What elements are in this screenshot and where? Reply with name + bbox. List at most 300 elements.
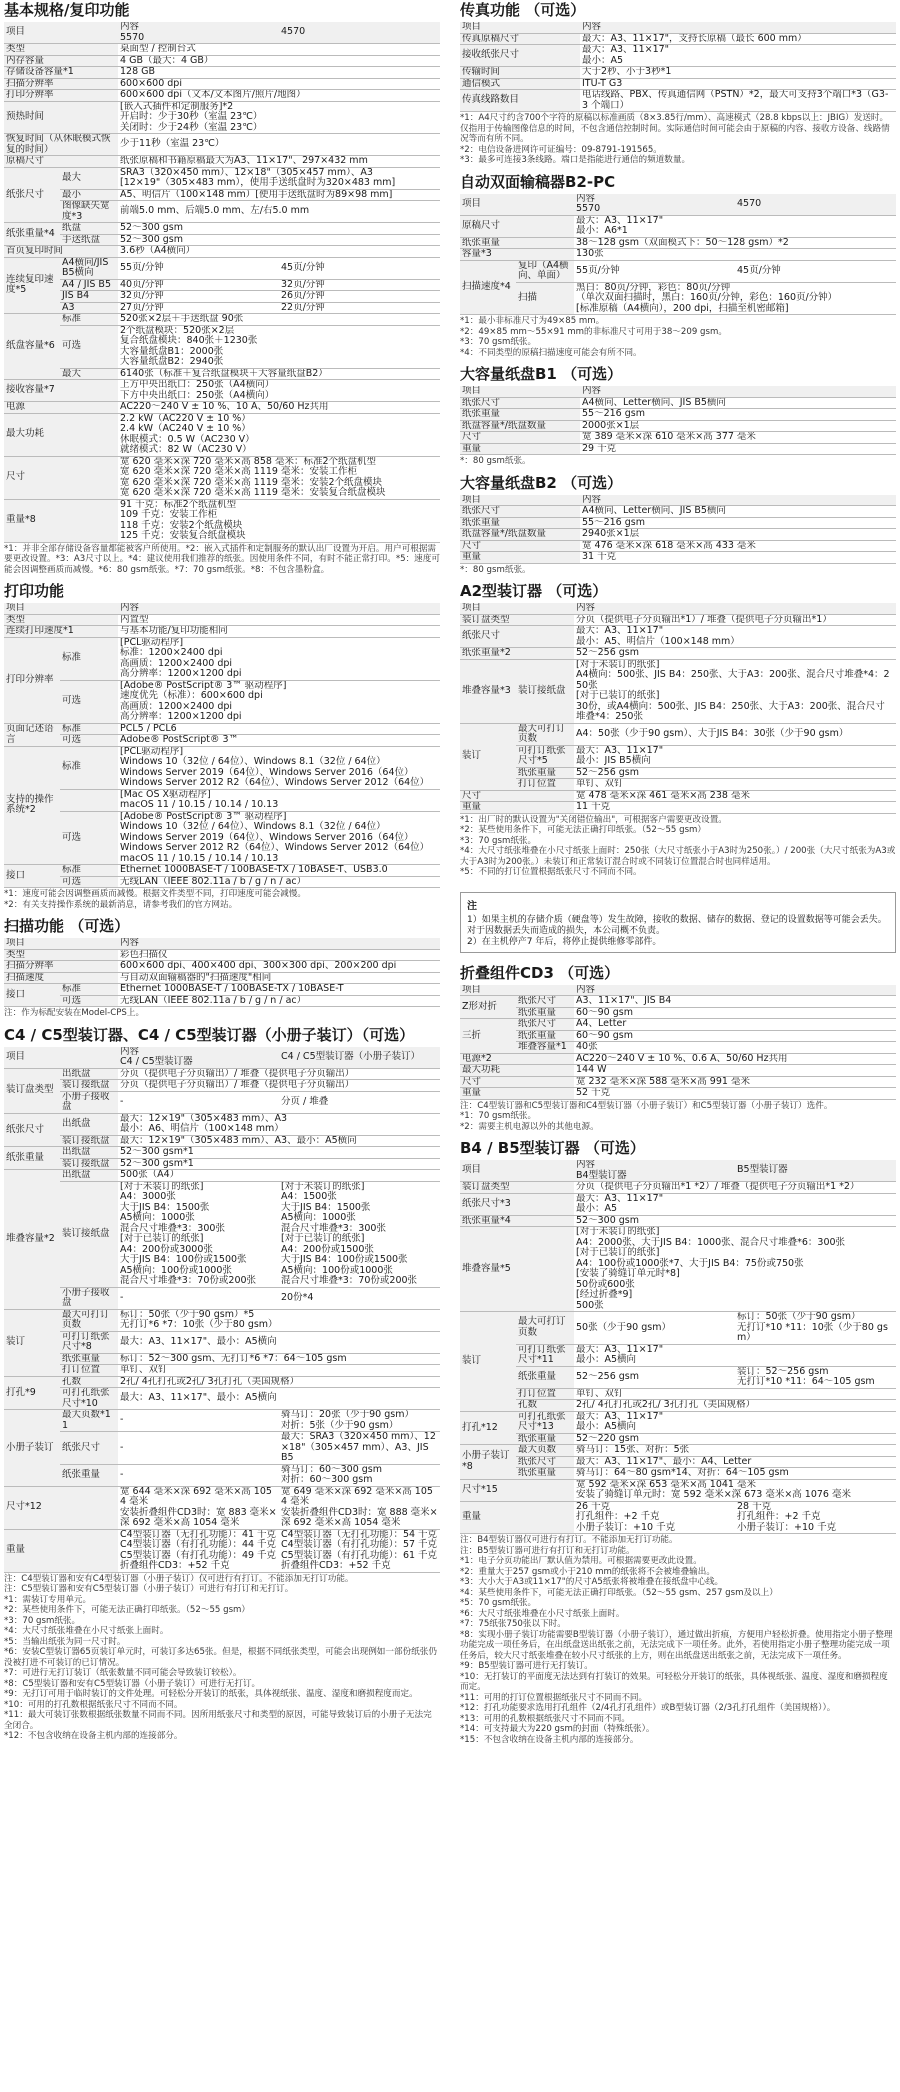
- spec-label-cell: 纸张重量: [516, 1366, 574, 1388]
- spec-label-cell: 接口: [4, 984, 60, 1007]
- spec-value-cell: A4横向、Letter横向、JIS B5横向: [580, 506, 896, 518]
- table-row: [460, 1366, 896, 1388]
- spec-label-cell: 类型: [4, 949, 118, 961]
- table-row: [4, 189, 440, 201]
- spec-value-cell: [Adobe® PostScript® 3™ 驱动程序] Windows 10（32位 / 64位）、Windows 8.1（32位 / 64位） Windows Server 2019（64位）、Windows Server 2016（64位） Windows Server 2012 R2（64位）、Windows Server 2012（64位） macOS 11 / 10.15 / 10.14 / 10.13: [118, 811, 440, 865]
- spec-label-cell: 纸张重量: [516, 1468, 574, 1480]
- spec-label-cell: 接收容量*7: [4, 380, 118, 402]
- section-title: 大容量纸盘B1 （可选）: [460, 365, 623, 383]
- right-spec-section-6: [460, 963, 896, 1133]
- section-footnotes: *1：出厂时的默认设置为"关闭错位输出"，可根据客户需要更改设置。 *2：某些使用条件下，可能无法正确打印纸张。（52～55 gsm） *3：70 gsm纸张。 *4：大尺寸纸张堆叠在小尺寸纸张上面时：250张（大尺寸纸张小于A3时为250张。）/ 200张（大尺寸纸张为A3或大于A3时为200张。）未装订和正常装订混合时或不同装订位置混合时也同样适用。 *5：不同的打订位置根据纸张尺寸不同而不同。: [460, 814, 896, 877]
- spec-label-cell: 可打订纸张尺寸*5: [516, 745, 574, 767]
- spec-label-cell: 尺寸: [460, 1076, 574, 1088]
- spec-value-cell: 单钉、双钉: [574, 779, 896, 791]
- spec-value-cell: Ethernet 1000BASE-T / 100BASE-TX / 10BASE-T、USB3.0: [118, 865, 440, 877]
- spec-value-cell: B5型装订器: [735, 1160, 896, 1182]
- spec-value-cell: 最大：A3、11×17" 最小：A5横向: [574, 1411, 896, 1433]
- spec-label-cell: 尺寸: [460, 432, 580, 444]
- table-row: [4, 1376, 440, 1388]
- right-spec-section-1: [460, 172, 896, 359]
- table-row: [460, 432, 896, 444]
- spec-table: [460, 495, 896, 564]
- spec-value-cell: 55页/分钟: [118, 257, 279, 279]
- table-row: [4, 614, 440, 626]
- spec-label-cell: 接口: [4, 865, 60, 888]
- table-row: [4, 201, 440, 223]
- spec-value-cell: [PCL驱动程序] Windows 10（32位 / 64位）、Windows 8.1（32位 / 64位） Windows Server 2019（64位）、Windows Server 2016（64位） Windows Server 2012 R2（64位）、Windows Server 2012（64位）: [118, 746, 440, 789]
- spec-label-cell: 可选: [60, 876, 118, 888]
- spec-label-cell: 标准: [60, 746, 118, 789]
- spec-value-cell: 最大：A3、11×17"、最小：A5横向: [118, 1331, 440, 1353]
- spec-value-cell: 宽 232 毫米×深 588 毫米×高 991 毫米: [574, 1076, 896, 1088]
- table-row: [460, 1053, 896, 1065]
- left-spec-section-3: [4, 1025, 440, 1742]
- spec-value-cell: 分页（提供电子分页输出*1 *2）/ 堆叠（提供电子分页输出*1 *2）: [574, 1182, 896, 1194]
- spec-value-cell: PCL5 / PCL6: [118, 723, 440, 735]
- table-row: [4, 723, 440, 735]
- spec-value-cell: Adobe® PostScript® 3™: [118, 735, 440, 747]
- spec-value-cell: [嵌入式插件和定制服务]*2 开启时：少于30秒（室温 23℃） 关闭时：少于24秒（室温 23℃）: [118, 101, 440, 134]
- section-title: 自动双面输稿器B2-PC: [460, 172, 616, 191]
- table-row: [460, 1344, 896, 1366]
- spec-value-cell: 55～216 gsm: [580, 517, 896, 529]
- spec-label-cell: 纸张尺寸: [460, 626, 574, 648]
- table-row: [460, 790, 896, 802]
- spec-label-cell: 恢复时间（从休眠模式恢复的时间）: [4, 134, 118, 156]
- spec-value-cell: 骑马订：64～80 gsm*14、对折：64～105 gsm: [574, 1468, 896, 1480]
- spec-value-cell: 与自动双面输稿器的"扫描速度"相同: [118, 972, 440, 984]
- table-row: [460, 1400, 896, 1412]
- spec-value-cell: 60～90 gsm: [574, 1030, 896, 1042]
- spec-value-cell: 2000张×1层: [580, 420, 896, 432]
- spec-label-cell: 三折: [460, 1019, 516, 1054]
- spec-value-cell: [对于未装订的纸张] A4：2000张、大于JIS B4：1000张、混合尺寸堆叠*6：300张 [对于已装订的纸张] A4：100份或1000张*7、大于JIS B4：75份或750张 [安装了骑缝订单元时*8] 50份或600张 [经过折叠*9] 500张: [574, 1227, 896, 1312]
- spec-label-cell: 小册子装订*8: [460, 1445, 516, 1480]
- table-row: [4, 167, 440, 189]
- spec-value-cell: 最大：12×19"（305×483 mm）、A3 最小：A6、明信片（100×148 mm）: [118, 1113, 440, 1135]
- spec-label-cell: 重量: [460, 443, 580, 455]
- spec-table: [4, 22, 440, 543]
- spec-value-cell: -: [118, 1432, 279, 1465]
- spec-value-cell: 52～300 gsm: [118, 234, 440, 246]
- table-row: [460, 626, 896, 648]
- table-row: [460, 648, 896, 660]
- table-row: [460, 409, 896, 421]
- spec-value-cell: [对于未装订的纸张] A4：1500张 大于JIS B4：1500张 A5横向：1000张 混合尺寸堆叠*3：300张 [对于已装订的纸张] A4：200份或1500张 大于JIS B4：100份或1500张 A5横向：100份或1000张 混合尺寸堆叠*3：70份或200张: [279, 1181, 440, 1287]
- spec-label-cell: 页面记述语言: [4, 723, 60, 746]
- spec-label-cell: 装订接纸盘: [516, 659, 574, 723]
- table-row: [460, 249, 896, 261]
- spec-label-cell: 原稿尺寸: [460, 215, 574, 237]
- spec-table: [460, 386, 896, 455]
- spec-label-cell: 可选: [60, 811, 118, 865]
- spec-value-cell: 32页/分钟: [118, 291, 279, 303]
- spec-value-cell: 4570: [279, 22, 440, 44]
- spec-label-cell: 纸张重量: [60, 1464, 118, 1486]
- table-row: [460, 779, 896, 791]
- spec-value-cell: 4 GB（最大：4 GB）: [118, 55, 440, 67]
- spec-value-cell: 内置型: [118, 614, 440, 626]
- table-row: [4, 380, 440, 402]
- spec-value-cell: 3.6秒（A4横向）: [118, 246, 440, 258]
- spec-label-cell: 重量: [460, 802, 574, 814]
- spec-label-cell: 可打孔纸张尺寸*10: [60, 1388, 118, 1410]
- spec-value-cell: -: [118, 1410, 279, 1432]
- table-row: [460, 1030, 896, 1042]
- spec-value-cell: 内容 C4 / C5型装订器: [118, 1047, 279, 1069]
- spec-label-cell: 图像缺失宽度*3: [60, 201, 118, 223]
- spec-value-cell: 40张: [574, 1042, 896, 1054]
- spec-label-cell: 小册子接收盘: [60, 1091, 118, 1113]
- table-row: [4, 223, 440, 235]
- spec-value-cell: A4：50张（少于90 gsm）、大于JIS B4：30张（少于90 gsm）: [574, 723, 896, 745]
- spec-label-cell: 小册子接收盘: [60, 1287, 118, 1309]
- left-column: [4, 0, 440, 1748]
- spec-label-cell: 纸张重量: [516, 1007, 574, 1019]
- spec-value-cell: C4 / C5型装订器（小册子装订）: [279, 1047, 440, 1069]
- spec-value-cell: 52～256 gsm: [574, 1366, 735, 1388]
- table-row: [460, 1411, 896, 1433]
- spec-value-cell: 128 GB: [118, 67, 440, 79]
- section-footnotes: *1：速度可能会因调整画质而减慢。根据文件类型不同，打印速度可能会减慢。 *2：有关支持操作系统的最新消息，请参考我们的官方网站。: [4, 889, 306, 910]
- table-row: [4, 1486, 440, 1529]
- spec-label-cell: 扫描: [516, 282, 574, 315]
- spec-value-cell: 600×600 dpi（文本/文本图片/照片/地图）: [118, 90, 440, 102]
- table-row: [4, 1287, 440, 1309]
- table-row: [4, 1432, 440, 1465]
- spec-label-cell: 堆叠容量*3: [460, 659, 516, 723]
- section-footnotes: 注：C4型装订器和C5型装订器和C4型装订器（小册子装订）和C5型装订器（小册子装订）选件。 *1：70 gsm纸张。 *2：需要主机电源以外的其他电源。: [460, 1100, 833, 1132]
- spec-label-cell: 标准: [60, 723, 118, 735]
- right-spec-section-3: [460, 473, 896, 576]
- table-row: [460, 397, 896, 409]
- table-row: [4, 246, 440, 258]
- table-row: [460, 802, 896, 814]
- table-row: [460, 67, 896, 79]
- spec-label-cell: 传真原稿尺寸: [460, 33, 580, 45]
- spec-label-cell: 项目: [4, 1047, 118, 1069]
- table-header-row: [460, 386, 896, 397]
- spec-value-cell: 单钉、双钉: [574, 1388, 896, 1400]
- spec-value-cell: 标订：50张（少于90 gsm）*5 无打订*6 *7：10张（少于80 gsm）: [118, 1309, 440, 1331]
- spec-label-cell: 装订接纸盘: [60, 1181, 118, 1287]
- table-header-row: [460, 194, 896, 216]
- spec-value-cell: 内容: [580, 495, 896, 506]
- spec-label-cell: 手送纸盘: [60, 234, 118, 246]
- table-row: [4, 1068, 440, 1080]
- table-row: [460, 1019, 896, 1031]
- table-row: [460, 33, 896, 45]
- spec-value-cell: 标订：52～300 gsm、无打订*6 *7：64～105 gsm: [118, 1353, 440, 1365]
- spec-label-cell: 装订接纸盘: [60, 1135, 118, 1147]
- table-row: [4, 1529, 440, 1572]
- section-title: 打印功能: [4, 582, 65, 600]
- spec-label-cell: 重量*8: [4, 499, 118, 542]
- spec-label-cell: 类型: [4, 44, 118, 56]
- spec-value-cell: 32页/分钟: [279, 279, 440, 291]
- table-row: [4, 156, 440, 168]
- spec-label-cell: 容量*3: [460, 249, 574, 261]
- spec-value-cell: 27页/分钟: [118, 302, 279, 314]
- spec-label-cell: 纸张重量*4: [460, 1215, 574, 1227]
- spec-label-cell: 预热时间: [4, 101, 118, 134]
- spec-label-cell: 尺寸: [4, 456, 118, 499]
- section-title: B4 / B5型装订器 （可选）: [460, 1139, 645, 1157]
- spec-value-cell: 内容: [580, 22, 896, 33]
- spec-value-cell: 60～90 gsm: [574, 1007, 896, 1019]
- section-title: 大容量纸盘B2 （可选）: [460, 473, 623, 492]
- table-row: [460, 1479, 896, 1501]
- note-box-title: 注: [467, 900, 477, 912]
- spec-label-cell: 纸盘容量*/纸盘数量: [460, 529, 580, 541]
- spec-label-cell: 原稿尺寸: [4, 156, 118, 168]
- table-row: [460, 506, 896, 518]
- table-row: [460, 1193, 896, 1215]
- spec-label-cell: 纸张重量*2: [460, 648, 574, 660]
- table-row: [460, 1445, 896, 1457]
- spec-label-cell: A3: [60, 302, 118, 314]
- table-header-row: [460, 22, 896, 33]
- spec-value-cell: 分页（提供电子分页输出*1）/ 堆叠（提供电子分页输出*1）: [574, 614, 896, 626]
- table-row: [460, 517, 896, 529]
- spec-label-cell: 项目: [460, 194, 574, 216]
- table-row: [460, 1312, 896, 1345]
- spec-value-cell: 52～256 gsm: [574, 648, 896, 660]
- spec-label-cell: 支持的操作系统*2: [4, 746, 60, 865]
- spec-value-cell: 标订：50张（少于90 gsm） 无打订*10 *11：10张（少于80 gsm）: [735, 1312, 896, 1345]
- spec-table: [460, 1160, 896, 1534]
- table-row: [4, 413, 440, 456]
- spec-label-cell: 最大页数: [516, 1445, 574, 1457]
- table-row: [460, 1215, 896, 1227]
- spec-value-cell: 单钉、双钉: [118, 1365, 440, 1377]
- spec-label-cell: 装订盘类型: [4, 1068, 60, 1113]
- table-header-row: [460, 495, 896, 506]
- spec-label-cell: 纸张重量: [460, 409, 580, 421]
- table-row: [460, 215, 896, 237]
- spec-label-cell: Z形对折: [460, 996, 516, 1019]
- spec-label-cell: 扫描分辨率: [4, 961, 118, 973]
- spec-label-cell: 装订接纸盘: [60, 1080, 118, 1092]
- spec-label-cell: 标准: [60, 314, 118, 326]
- table-row: [4, 456, 440, 499]
- spec-value-cell: 内容: [574, 985, 896, 996]
- spec-value-cell: 29 千克: [580, 443, 896, 455]
- table-row: [4, 637, 440, 680]
- spec-value-cell: 55页/分钟: [574, 260, 735, 282]
- table-row: [460, 723, 896, 745]
- table-row: [4, 55, 440, 67]
- table-row: [4, 811, 440, 865]
- spec-label-cell: 纸张重量: [516, 1433, 574, 1445]
- spec-label-cell: 打印分辨率: [4, 637, 60, 723]
- spec-label-cell: 项目: [460, 985, 574, 996]
- spec-label-cell: 纸张重量: [60, 1353, 118, 1365]
- spec-value-cell: 无线LAN（IEEE 802.11a / b / g / n / ac）: [118, 995, 440, 1007]
- table-row: [4, 789, 440, 811]
- table-row: [460, 1227, 896, 1312]
- spec-table: [460, 985, 896, 1100]
- table-row: [4, 626, 440, 638]
- left-spec-section-2: [4, 916, 440, 1019]
- section-footnotes: *1：A4尺寸约含700个字符的原稿以标准画质（8×3.85行/mm）、高速模式（28.8 kbps以上：JBIG）发送时。仅指用于传输图像信息的时间，不包含通信控制时间。实际通信时间可能会由于原稿的内容、接收方设备、线路情况等而有所不同。 *2：电信设备进网许可证编号：09-8791-191565。 *3：最多可连接3条线路。端口是指能进行通信的频道数量。: [460, 113, 890, 165]
- spec-value-cell: 宽 620 毫米×深 720 毫米×高 858 毫米：标准2个纸盘机型 宽 620 毫米×深 720 毫米×高 1119 毫米：安装工作柜 宽 620 毫米×深 720 毫米×高 1119 毫米：安装2个纸盘模块 宽 620 毫米×深 720 毫米×高 1119 毫米：安装复合纸盘模块: [118, 456, 440, 499]
- spec-value-cell: 26 千克 打孔组件：+2 千克 小册子装订：+10 千克: [574, 1501, 735, 1534]
- spec-value-cell: 500张（A4）: [118, 1170, 440, 1182]
- spec-table: [4, 1047, 440, 1573]
- table-row: [460, 1501, 896, 1534]
- spec-label-cell: 可选: [60, 995, 118, 1007]
- table-row: [460, 529, 896, 541]
- table-row: [4, 499, 440, 542]
- spec-label-cell: 尺寸: [460, 790, 574, 802]
- table-row: [4, 1309, 440, 1331]
- spec-label-cell: 标准: [60, 637, 118, 680]
- spec-value-cell: 2个纸盘模块：520张×2层 复合纸盘模块：840张＋1230张 大容量纸盘B1：2000张 大容量纸盘B2：2940张: [118, 325, 440, 368]
- spec-value-cell: 2孔/ 4孔打孔或2孔/ 3孔打孔（美国规格）: [118, 1376, 440, 1388]
- right-spec-section-2: [460, 364, 896, 467]
- table-row: [4, 1464, 440, 1486]
- section-title: 扫描功能 （可选）: [4, 917, 130, 935]
- table-row: [4, 1113, 440, 1135]
- spec-label-cell: 重量: [460, 1088, 574, 1100]
- spec-value-cell: 38～128 gsm（双面模式下：50～128 gsm）*2: [574, 237, 896, 249]
- spec-value-cell: 骑马订：60～300 gsm 对折：60～300 gsm: [279, 1464, 440, 1486]
- spec-value-cell: 45页/分钟: [735, 260, 896, 282]
- section-footnotes: 注：B4型装订器仅可进行有打订。不能添加无打订功能。 注：B5型装订器可进行有打订和无打订功能。 *1：电子分页功能出厂默认值为禁用。可根据需要更改此设置。 *2：重量大于257 gsm或小于210 mm的纸张将不会被堆叠输出。 *3：大小大于A3或11×17"的尺寸A5纸张将被堆叠在接纸盘中心线。 *4：某些使用条件下，可能无法正确打印纸张。（52～55 gsm、257 gsm及以上） *5：70 gsm纸张。 *6：大尺寸纸张堆叠在小尺寸纸张上面时。 *7：75纸张750张以下时。 *8：实现小册子装订功能需要B型装订器（小册子装订），通过做出折痕，方便用户轻松折叠。使用指定小册子整理功能完成一项任务后，在出纸盘送出纸张之前，无法完成下一项任务。此外，若使用指定小册子整理功能完成一项任务后，较大尺寸纸张堆叠在较小尺寸纸张的上方，则在出纸盘送出纸张之前，无法完成下一项任务。 *9：B5型装订器可进行无打装订。 *10：无打装订的平面度无法达到有打装订的效果。可轻松分开装订的纸张，具体视纸张、温度、湿度和磨损程度而定。 *11：可用的打订位置根据纸张尺寸不同而不同。 *12：打孔功能要求选用打孔组件（2/4孔打孔组件）或B型装订器（2/3孔打孔组件（美国规格））。 *13：可用的孔数根据纸张尺寸不同而不同。 *14：可支持最大为220 gsm的封面（特殊纸张）。 *15：不包含收纳在设备主机内部的连接部分。: [460, 1535, 893, 1745]
- spec-label-cell: 连续打印速度*1: [4, 626, 118, 638]
- spec-label-cell: 打印分辨率: [4, 90, 118, 102]
- table-row: [460, 659, 896, 723]
- table-row: [460, 745, 896, 767]
- spec-value-cell: 6140张（标准＋复合纸盘模块＋大容量纸盘B2）: [118, 368, 440, 380]
- table-row: [460, 767, 896, 779]
- spec-value-cell: 最大：A3、11×17" 最小：A6*1: [574, 215, 896, 237]
- table-row: [4, 1091, 440, 1113]
- table-row: [4, 78, 440, 90]
- spec-value-cell: 内容: [118, 603, 440, 614]
- spec-value-cell: A4、Letter: [574, 1019, 896, 1031]
- spec-value-cell: 宽 476 毫米×深 618 毫米×高 433 毫米: [580, 540, 896, 552]
- spec-value-cell: 600×600 dpi: [118, 78, 440, 90]
- spec-value-cell: 黑白：80页/分钟，彩色：80页/分钟 （单次双面扫描时，黑白：160页/分钟，彩色：160页/分钟） [标准原稿（A4横向），200 dpi，扫描至机密邮箱]: [574, 282, 896, 315]
- table-row: [460, 1433, 896, 1445]
- spec-label-cell: 扫描速度: [4, 972, 118, 984]
- table-row: [460, 1007, 896, 1019]
- spec-label-cell: 纸张尺寸*3: [460, 1193, 574, 1215]
- spec-value-cell: 22页/分钟: [279, 302, 440, 314]
- table-row: [4, 1080, 440, 1092]
- spec-value-cell: 宽 389 毫米×深 610 毫米×高 377 毫米: [580, 432, 896, 444]
- spec-label-cell: 最大页数*11: [60, 1410, 118, 1432]
- table-row: [460, 1065, 896, 1077]
- table-row: [460, 282, 896, 315]
- spec-value-cell: 2孔/ 4孔打孔或2孔/ 3孔打孔（美国规格）: [574, 1400, 896, 1412]
- spec-label-cell: 纸张尺寸: [4, 167, 60, 223]
- table-row: [4, 1135, 440, 1147]
- spec-label-cell: 纸张重量: [460, 237, 574, 249]
- table-row: [4, 368, 440, 380]
- section-title: 折叠组件CD3 （可选）: [460, 963, 620, 982]
- table-row: [460, 78, 896, 90]
- spec-value-cell: [对于未装订的纸张] A4：3000张 大于JIS B4：1500张 A5横向：1000张 混合尺寸堆叠*3：300张 [对于已装订的纸张] A4：200份或3000张 大于JIS B4：100份或1500张 A5横向：100份或1000张 混合尺寸堆叠*3：70份或200张: [118, 1181, 279, 1287]
- spec-label-cell: 最大可打订页数: [516, 723, 574, 745]
- spec-value-cell: 内容: [118, 938, 440, 949]
- right-column: [460, 0, 896, 1751]
- table-row: [4, 865, 440, 877]
- section-title: 基本规格/复印功能: [4, 1, 130, 19]
- spec-value-cell: AC220～240 V ± 10 %、0.6 A、50/60 Hz共用: [574, 1053, 896, 1065]
- table-row: [460, 552, 896, 564]
- spec-value-cell: 装订：52～256 gsm 无打订*10 *11：64～105 gsm: [735, 1366, 896, 1388]
- spec-value-cell: 最大：A3、11×17"、最小：A5横向: [118, 1388, 440, 1410]
- table-row: [4, 949, 440, 961]
- table-row: [460, 996, 896, 1008]
- spec-label-cell: 纸张尺寸: [516, 996, 574, 1008]
- spec-label-cell: 打孔*12: [460, 1411, 516, 1445]
- spec-value-cell: 28 千克 打孔组件：+2 千克 小册子装订：+10 千克: [735, 1501, 896, 1534]
- spec-label-cell: 传输时间: [460, 67, 580, 79]
- table-row: [460, 237, 896, 249]
- spec-value-cell: A5、明信片（100×148 mm）[使用手送纸盘时为89×98 mm]: [118, 189, 440, 201]
- right-spec-section-7: [460, 1138, 896, 1745]
- spec-label-cell: 尺寸*15: [460, 1479, 574, 1501]
- table-header-row: [4, 1047, 440, 1069]
- spec-label-cell: 可选: [60, 325, 118, 368]
- note-box-body: 1）如果主机的存储介质（硬盘等）发生故障，接收的数据、储存的数据、登记的设置数据等可能会丢失。对于因数据丢失而造成的损失，本公司概不负责。 2）在主机停产7 年后，将停止提供维修零部件。: [467, 914, 887, 947]
- spec-label-cell: 最大可打订页数: [60, 1309, 118, 1331]
- spec-value-cell: 最大：A3、11×17" 最小：A5: [574, 1193, 896, 1215]
- left-spec-section-1: [4, 581, 440, 910]
- spec-label-cell: 通信模式: [460, 78, 580, 90]
- spec-value-cell: 前端5.0 mm、后端5.0 mm、左/右5.0 mm: [118, 201, 440, 223]
- spec-table: [460, 603, 896, 814]
- table-row: [4, 257, 440, 279]
- spec-value-cell: 彩色扫描仪: [118, 949, 440, 961]
- table-row: [460, 540, 896, 552]
- spec-label-cell: 纸张重量: [516, 1030, 574, 1042]
- spec-value-cell: [Mac OS X驱动程序] macOS 11 / 10.15 / 10.14 / 10.13: [118, 789, 440, 811]
- table-row: [4, 302, 440, 314]
- spec-value-cell: 宽 649 毫米×深 692 毫米×高 1054 毫米 安装折叠组件CD3时：宽 888 毫米×深 692 毫米×高 1054 毫米: [279, 1486, 440, 1529]
- spec-value-cell: C4型装订器（无打孔功能）：41 千克 C4型装订器（有打孔功能）：44 千克 C5型装订器（有打孔功能）：49 千克 折叠组件CD3：+52 千克: [118, 1529, 279, 1572]
- right-spec-section-0: [460, 0, 896, 166]
- spec-value-cell: A4横向、Letter横向、JIS B5横向: [580, 397, 896, 409]
- spec-value-cell: [Adobe® PostScript® 3™ 驱动程序] 速度优先（标准）：600×600 dpi 高画质：1200×2400 dpi 高分辨率：1200×1200 dpi: [118, 680, 440, 723]
- spec-label-cell: 项目: [4, 938, 118, 949]
- spec-label-cell: 纸张尺寸: [516, 1456, 574, 1468]
- spec-label-cell: 传真线路数目: [460, 90, 580, 112]
- spec-value-cell: -: [118, 1464, 279, 1486]
- spec-label-cell: 内存容量: [4, 55, 118, 67]
- spec-label-cell: 接收纸张尺寸: [460, 45, 580, 67]
- table-row: [4, 325, 440, 368]
- spec-label-cell: 纸张重量: [516, 767, 574, 779]
- spec-label-cell: 出纸盘: [60, 1170, 118, 1182]
- table-row: [4, 1365, 440, 1377]
- table-row: [4, 1353, 440, 1365]
- spec-label-cell: 装订接纸盘: [60, 1158, 118, 1170]
- table-row: [4, 101, 440, 134]
- spec-label-cell: 出纸盘: [60, 1068, 118, 1080]
- spec-value-cell: 内容: [580, 386, 896, 397]
- table-row: [4, 961, 440, 973]
- spec-value-cell: 55～216 gsm: [580, 409, 896, 421]
- table-row: [4, 1410, 440, 1432]
- spec-label-cell: 纸张尺寸: [4, 1113, 60, 1147]
- spec-value-cell: 520张×2层＋手送纸盘 90张: [118, 314, 440, 326]
- spec-value-cell: 最大：A3、11×17" 最小：A5: [580, 45, 896, 67]
